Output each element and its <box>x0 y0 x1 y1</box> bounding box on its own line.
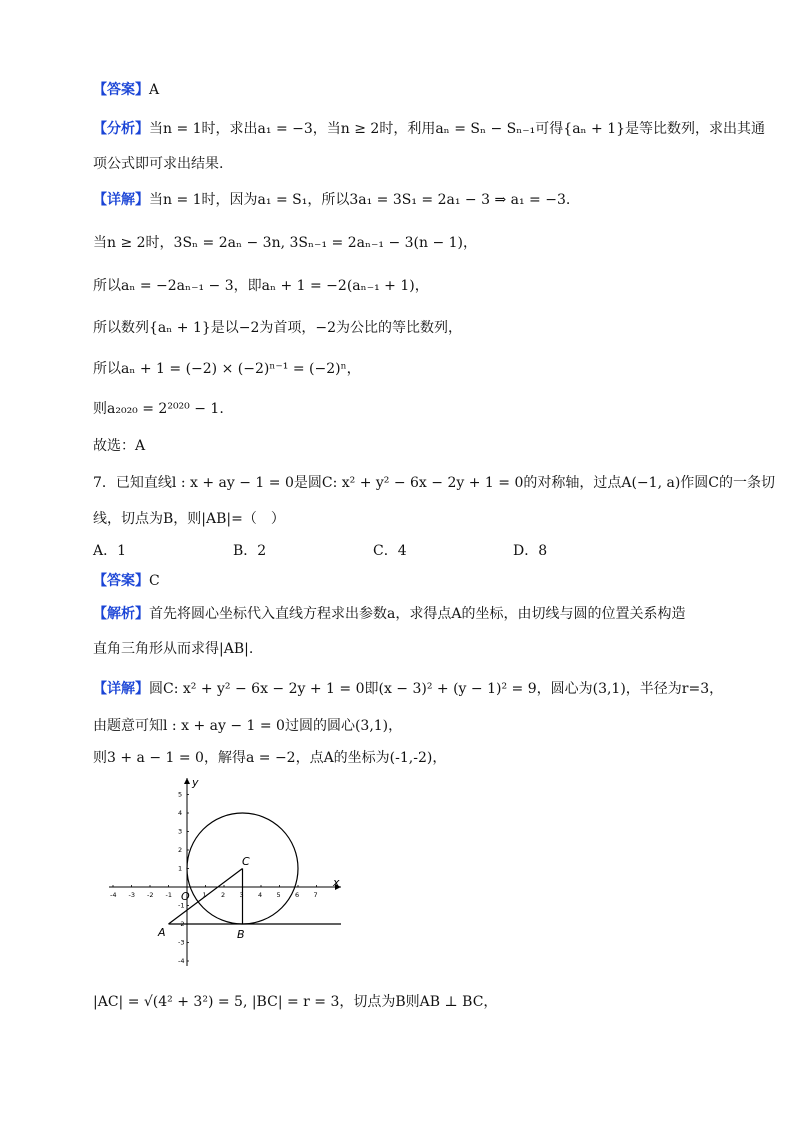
y-axis-label: y <box>192 776 199 789</box>
x-tick-label: -4 <box>110 891 117 899</box>
answer-6-value: A <box>149 82 160 98</box>
answer-7-value: C <box>149 573 160 589</box>
answer-tag: 【答案】 <box>93 82 149 98</box>
y-tick-label: -1 <box>178 901 185 910</box>
detail-tag: 【详解】 <box>93 681 149 697</box>
solution-7-text1: 首先将圆心坐标代入直线方程求出参数a，求得点A的坐标，由切线与圆的位置关系构造 <box>149 606 686 622</box>
y-tick-label: 4 <box>178 809 183 817</box>
question-7-options <box>93 540 653 560</box>
y-tick-label: 5 <box>178 790 183 799</box>
option-a: A．1 <box>93 543 127 559</box>
detail-tag: 【详解】 <box>93 192 149 208</box>
detail-6-line2: 当n ≥ 2时，3Sₙ = 2aₙ − 3n, 3Sₙ₋₁ = 2aₙ₋₁ − 3(n − 1)， <box>93 235 478 251</box>
coordinate-axes <box>109 778 341 966</box>
y-tick-label: -3 <box>178 938 185 947</box>
option-d: D．8 <box>513 543 548 559</box>
analysis-6-line2: 项公式即可求出结果. <box>93 156 224 172</box>
circle-tangent-graph <box>105 774 350 969</box>
answer-tag: 【答案】 <box>93 573 149 589</box>
origin-label: O <box>181 890 190 903</box>
detail-7-text1: 圆C: x² + y² − 6x − 2y + 1 = 0即(x − 3)² + (y − 1)² = 9，圆心为(3,1)，半径为r=3， <box>149 681 724 697</box>
x-tick-label: -1 <box>165 891 172 899</box>
solution-7-line2: 直角三角形从而求得|AB|. <box>93 641 254 657</box>
y-tick-label: -2 <box>178 920 185 928</box>
question-7-line2: 线，切点为B，则|AB|=（ ） <box>93 511 285 527</box>
x-tick-label: 6 <box>295 891 300 899</box>
x-tick-label: 5 <box>276 891 281 899</box>
solution-7-line1 <box>93 604 685 624</box>
detail-7-line2: 由题意可知l : x + ay − 1 = 0过圆的圆心(3,1)， <box>93 718 403 734</box>
option-c: C．4 <box>373 543 407 559</box>
analysis-6-line1 <box>93 119 765 139</box>
solution-tag: 【解析】 <box>93 606 149 622</box>
answer-6-line <box>93 80 159 100</box>
analysis-6-text1: 当n = 1时，求出a₁ = −3，当n ≥ 2时，利用aₙ = Sₙ − Sₙ₋₁可得{aₙ + 1}是等比数列，求出其通 <box>149 121 766 137</box>
detail-6-conclusion: 故选：A <box>93 438 146 454</box>
detail-6-line3: 所以aₙ = −2aₙ₋₁ − 3，即aₙ + 1 = −2(aₙ₋₁ + 1)， <box>93 278 429 294</box>
point-c-label: C <box>242 855 250 868</box>
segment-ac <box>169 869 243 925</box>
y-axis-arrow <box>184 778 190 784</box>
axis-ticks <box>110 791 318 966</box>
detail-6-text1: 当n = 1时，因为a₁ = S₁，所以3a₁ = 3S₁ = 2a₁ − 3 ⇒ a₁ = −3. <box>149 192 571 208</box>
detail-6-line4: 所以数列{aₙ + 1}是以−2为首项，−2为公比的等比数列， <box>93 320 463 336</box>
y-tick-label: 3 <box>178 827 183 836</box>
detail-7-line1 <box>93 679 723 699</box>
y-tick-label: -4 <box>178 957 185 965</box>
detail-6-line1 <box>93 190 570 210</box>
y-tick-label: 2 <box>178 846 183 854</box>
detail-6-line6: 则a₂₀₂₀ = 2²⁰²⁰ − 1. <box>93 401 224 417</box>
detail-6-line5: 所以aₙ + 1 = (−2) × (−2)ⁿ⁻¹ = (−2)ⁿ， <box>93 361 361 377</box>
point-a-label: A <box>158 926 166 939</box>
x-tick-label: 4 <box>258 891 263 899</box>
question-7-line1: 7．已知直线l : x + ay − 1 = 0是圆C: x² + y² − 6x − 2y + 1 = 0的对称轴，过点A(−1, a)作圆C的一条切 <box>93 475 775 491</box>
geometry-shapes <box>169 813 342 924</box>
y-tick-label: 1 <box>178 864 183 873</box>
analysis-tag: 【分析】 <box>93 121 149 137</box>
detail-7-line4: |AC| = √(4² + 3²) = 5, |BC| = r = 3，切点为B则AB ⊥ BC， <box>93 994 498 1010</box>
answer-7-line <box>93 571 160 591</box>
x-tick-label: -3 <box>128 891 135 899</box>
detail-7-line3: 则3 + a − 1 = 0，解得a = −2，点A的坐标为(-1,-2)， <box>93 750 447 766</box>
x-tick-label: 1 <box>202 891 207 899</box>
x-axis-label: x <box>333 876 340 889</box>
x-tick-label: 7 <box>313 891 318 899</box>
x-tick-label: 2 <box>221 891 226 899</box>
option-b: B．2 <box>233 543 267 559</box>
point-b-label: B <box>237 928 245 941</box>
x-tick-label: -2 <box>147 891 154 899</box>
x-tick-label: 3 <box>239 891 244 899</box>
